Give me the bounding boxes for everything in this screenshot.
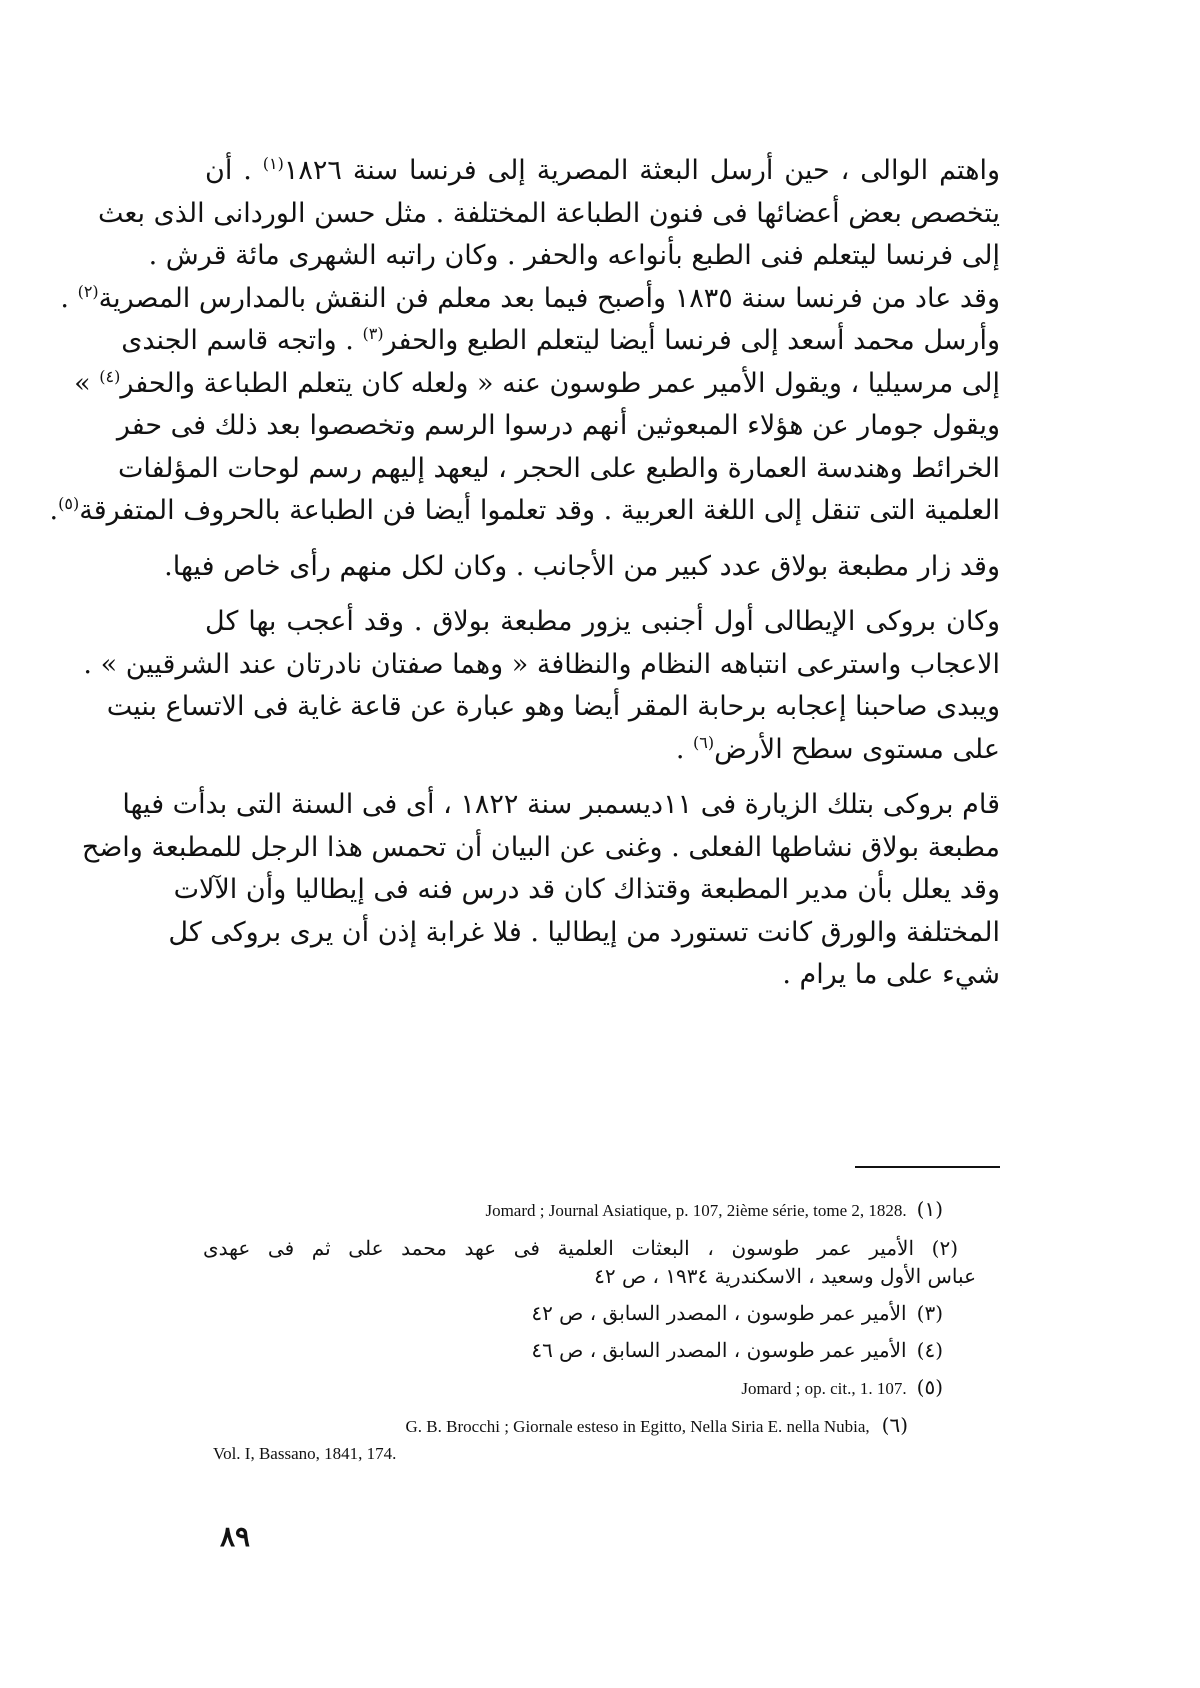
footnotes [203,1195,976,1467]
footnote-text: Jomard ; op. cit., 1. 107. [741,1379,907,1398]
footnote-ref-4[interactable]: (٤) [99,366,121,386]
page-number: ٨٩ [220,1520,251,1553]
paragraph-3 [83,601,1000,771]
paragraph-2 [164,546,1000,589]
footnote-text: (٢) الأمير عمر طوسون ، البعثات العلمية فى عهد محمد على ثم فى عهدى [203,1236,959,1260]
paragraph-1 [49,150,1000,533]
footnote-number: (٤) [916,1338,943,1362]
text-line: وأرسل محمد أسعد إلى فرنسا أيضا ليتعلم الطبع والحفر$^{(٣)}$ . واتجه قاسم الجندى [121,324,1000,356]
footnote-text: الأمير عمر طوسون ، المصدر السابق ، ص ٤٢ [531,1301,907,1325]
text-line: ويقول جومار عن هؤلاء المبعوثين أنهم درسوا الرسم وتخصصوا بعد ذلك فى حفر [116,410,1000,441]
footnote-1 [218,1195,943,1225]
footnote-6 [213,1412,938,1467]
footnote-number: (٣) [916,1301,943,1325]
footnote-number: (٢) [931,1236,959,1260]
text-line: إلى فرنسا ليتعلم فنى الطبع بأنواعه والحفر . وكان راتبه الشهرى مائة قرش . [148,240,1000,271]
footnote-text: G. B. Brocchi ; Giornale esteso in Egitto, Nella Siria E. nella Nubia, (٦) [405,1413,908,1437]
text-line: الخرائط وهندسة العمارة والطبع على الحجر ، ليعهد إليهم رسم لوحات المؤلفات [117,452,1000,484]
paragraph-4 [81,784,1000,997]
main-text [49,150,1000,1010]
footnote-text: Vol. I, Bassano, 1841, 174. [213,1444,397,1463]
text-line: إلى مرسيليا ، ويقول الأمير عمر طوسون عنه « ولعله كان يتعلم الطباعة والحفر$^{(٤)}$ » [74,366,1000,399]
footnote-ref-2[interactable]: (٢) [77,281,99,301]
footnote-text: Jomard ; Journal Asiatique, p. 107, 2ième série, tome 2, 1828. [485,1201,907,1220]
footnote-separator [855,1166,1000,1168]
footnote-3 [218,1299,943,1327]
text-line: على مستوى سطح الأرض$^{(٦)}$ . [675,732,1000,765]
text-line: وقد زار مطبعة بولاق عدد كبير من الأجانب . وكان لكل منهم رأى خاص فيها. [164,550,1000,582]
footnote-ref-5[interactable]: (٥) [58,494,80,513]
text-line: المختلفة والورق كانت تستورد من إيطاليا . فلا غرابة إذن أن يرى بروكى كل [168,916,1000,948]
footnote-2 [203,1234,976,1290]
footnote-text: عباس الأول وسعيد ، الاسكندرية ١٩٣٤ ، ص ٤٢ [594,1264,976,1288]
text-line: وقد يعلل بأن مدير المطبعة وقتذاك كان قد درس فنه فى إيطاليا وأن الآلات [173,874,1000,905]
footnote-5 [218,1373,943,1403]
footnote-4 [218,1336,943,1364]
footnote-ref-6[interactable]: (٦) [693,732,715,752]
footnote-number: (٥) [916,1375,943,1399]
text-line: ويبدى صاحبنا إعجابه برحابة المقر أيضا وهو عبارة عن قاعة غاية فى الاتساع بنيت [106,691,1000,722]
footnote-text: الأمير عمر طوسون ، المصدر السابق ، ص ٤٦ [531,1338,907,1362]
footnote-ref-1[interactable]: (١) [262,154,284,173]
text-line: يتخصص بعض أعضائها فى فنون الطباعة المختلفة . مثل حسن الوردانى الذى بعث [97,197,1000,229]
text-line: قام بروكى بتلك الزيارة فى ١١ديسمبر سنة ١٨٢٢ ، أى فى السنة التى بدأت فيها [122,789,1000,820]
text-line: الاعجاب واسترعى انتباهه النظام والنظافة « وهما صفتان نادرتان عند الشرقيين » . [83,648,1000,680]
footnote-number: (١) [916,1197,943,1221]
footnote-ref-3[interactable]: (٣) [362,324,384,343]
text-line: وكان بروكى الإيطالى أول أجنبى يزور مطبعة بولاق . وقد أعجب بها كل [205,606,1000,637]
footnote-number: (٦) [881,1413,908,1437]
text-line: شيء على ما يرام . [782,959,1000,990]
text-line: العلمية التى تنقل إلى اللغة العربية . وقد تعلموا أيضا فن الطباعة بالحروف المتفرقة$^{(٥)}$. [49,494,1000,526]
text-line: وقد عاد من فرنسا سنة ١٨٣٥ وأصبح فيما بعد معلم فن النقش بالمدارس المصرية$^{(٢)}$ . [60,281,1000,314]
text-line: واهتم الوالى ، حين أرسل البعثة المصرية إلى فرنسا سنة ١٨٢٦$^{(١)}$ . أن [205,154,1000,186]
text-line: مطبعة بولاق نشاطها الفعلى . وغنى عن البيان أن تحمس هذا الرجل للمطبعة واضح [81,831,1000,863]
